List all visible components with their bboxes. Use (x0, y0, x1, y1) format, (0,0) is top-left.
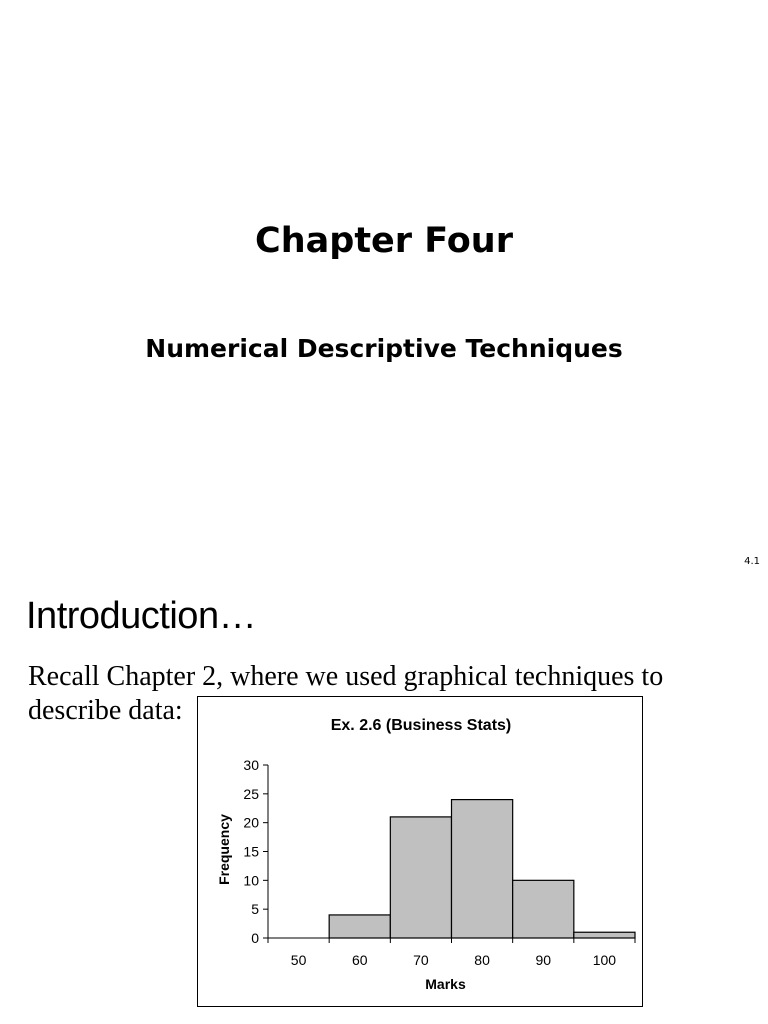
x-tick-label: 90 (535, 952, 552, 968)
section-heading: Introduction… (26, 595, 257, 637)
histogram-bar (329, 915, 390, 938)
y-tick-label: 30 (243, 757, 259, 773)
y-tick-label: 0 (251, 930, 259, 946)
chapter-subtitle: Numerical Descriptive Techniques (145, 334, 623, 363)
y-tick-label: 25 (243, 785, 259, 802)
y-tick-label: 20 (243, 814, 259, 831)
intro-paragraph: Recall Chapter 2, where we used graphical techniques to describe data: (28, 661, 664, 726)
slide-number: 4.1 (744, 556, 760, 567)
histogram-bar (513, 880, 574, 938)
x-tick-label: 60 (351, 952, 368, 968)
chapter-title: Chapter Four (255, 221, 513, 261)
x-tick-label: 100 (592, 952, 617, 968)
y-tick-label: 15 (243, 843, 259, 860)
x-tick-label: 70 (413, 952, 429, 968)
x-tick-label: 80 (474, 952, 490, 968)
x-axis-title: Marks (425, 976, 466, 992)
x-tick-label: 50 (290, 952, 307, 968)
chart-title: Ex. 2.6 (Business Stats) (330, 717, 512, 734)
histogram-chart (197, 696, 643, 1007)
histogram-bar (574, 932, 635, 938)
y-axis-title: Frequency (216, 814, 232, 885)
histogram-svg (198, 697, 644, 1008)
y-tick-label: 10 (243, 872, 259, 889)
y-tick-label: 5 (251, 901, 259, 918)
histogram-bar (390, 817, 451, 938)
histogram-bar (452, 800, 513, 938)
